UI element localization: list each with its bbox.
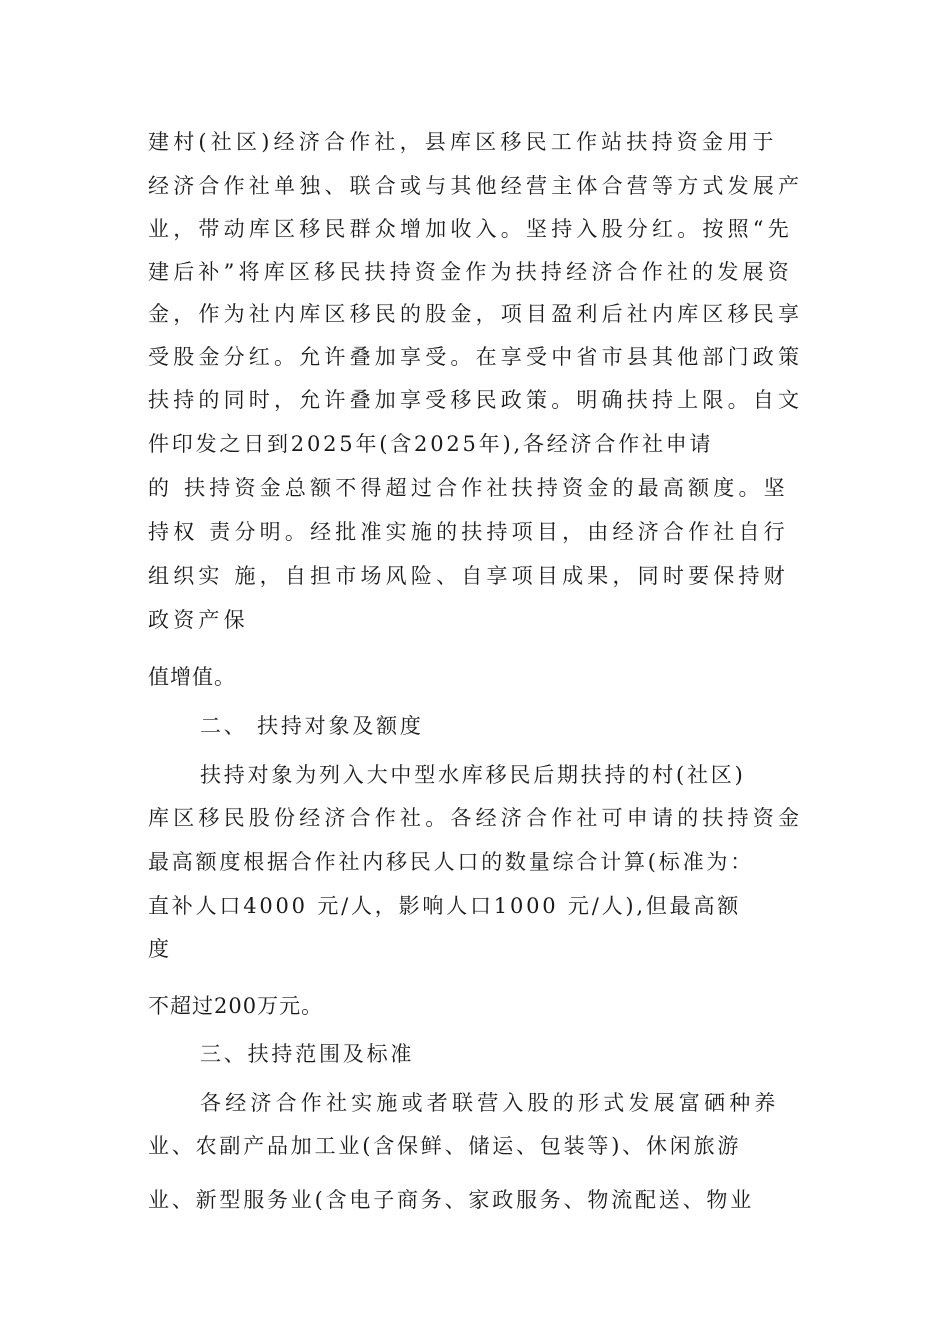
- text-line: 值增值。: [148, 665, 236, 689]
- text-line: 业，带动库区移民群众增加收入。坚持入股分红。按照“先: [148, 217, 793, 241]
- text-line: 业、新型服务业(含电子商务、家政服务、物流配送、物业: [148, 1188, 754, 1212]
- text-line: 库区移民股份经济合作社。各经济合作社可申请的扶持资金: [148, 806, 804, 830]
- text-line: 经济合作社单独、联合或与其他经营主体合营等方式发展产: [148, 174, 804, 198]
- text-line: 不超过200万元。: [148, 994, 324, 1018]
- text-line: 最高额度根据合作社内移民人口的数量综合计算(标准为：: [148, 850, 754, 874]
- text-line: 建村(社区)经济合作社，县库区移民工作站扶持资金用于: [148, 130, 778, 154]
- section-heading: 二、 扶持对象及额度: [200, 714, 424, 738]
- text-line: 组织实 施，自担市场风险、自享项目成果，同时要保持财: [148, 564, 789, 588]
- section-heading: 三、扶持范围及标准: [200, 1042, 415, 1066]
- text-line: 业、农副产品加工业(含保鲜、储运、包装等)、休闲旅游: [148, 1134, 742, 1158]
- text-line: 建后补”将库区移民扶持资金作为扶持经济合作社的发展资: [148, 260, 793, 284]
- text-line: 扶持对象为列入大中型水库移民后期扶持的村(社区): [200, 763, 746, 787]
- text-line: 金，作为社内库区移民的股金，项目盈利后社内库区移民享: [148, 302, 804, 326]
- text-line: 度: [148, 937, 174, 961]
- text-line: 政资产保: [148, 608, 249, 632]
- text-line: 扶持的同时，允许叠加享受移民政策。明确扶持上限。自文: [148, 388, 804, 412]
- text-line: 件印发之日到2025年(含2025年),各经济合作社申请: [148, 432, 714, 456]
- text-line: 受股金分红。允许叠加享受。在享受中省市县其他部门政策: [148, 345, 804, 369]
- text-line: 持权 责分明。经批准实施的扶持项目，由经济合作社自行: [148, 520, 789, 544]
- text-line: 直补人口4000 元/人，影响人口1000 元/人),但最高额: [148, 894, 742, 918]
- text-line: 各经济合作社实施或者联营入股的形式发展富硒种养: [200, 1091, 780, 1115]
- text-line: 的 扶持资金总额不得超过合作社扶持资金的最高额度。坚: [148, 476, 789, 500]
